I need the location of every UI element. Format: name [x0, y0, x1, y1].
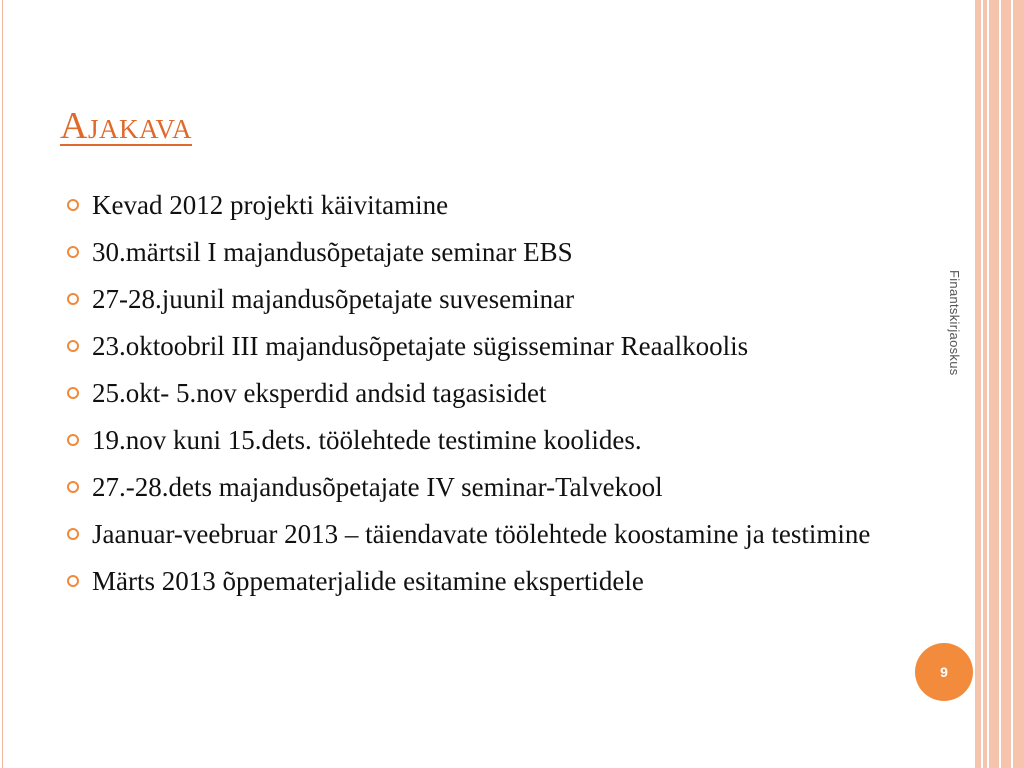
- bullet-circle-icon: [67, 528, 79, 540]
- bullet-circle-icon: [67, 293, 79, 305]
- list-item: [64, 562, 904, 600]
- list-item: [64, 421, 904, 459]
- list-item: [64, 327, 904, 365]
- list-item-text: 30.märtsil I majandusõpetajate seminar EBS: [92, 237, 573, 267]
- stripe: [975, 0, 981, 768]
- bullet-circle-icon: [67, 434, 79, 446]
- list-item-text: 25.okt- 5.nov eksperdid andsid tagasisidet: [92, 378, 547, 408]
- stripe: [1013, 0, 1024, 768]
- slide-title: Ajakava: [60, 105, 192, 147]
- bullet-circle-icon: [67, 199, 79, 211]
- page-number: 9: [940, 664, 948, 680]
- list-item: [64, 186, 904, 224]
- schedule-list: [64, 186, 904, 609]
- bullet-circle-icon: [67, 481, 79, 493]
- list-item-text: Jaanuar-veebruar 2013 – täiendavate töölehtede koostamine ja testimine: [92, 519, 871, 549]
- slide-frame-line: [2, 0, 3, 768]
- list-item: [64, 468, 904, 506]
- list-item: [64, 374, 904, 412]
- vertical-footer-label: Finantskirjaoskus: [947, 270, 962, 376]
- list-item: [64, 515, 904, 553]
- list-item: [64, 280, 904, 318]
- decorative-stripes: [975, 0, 1024, 768]
- list-item: [64, 233, 904, 271]
- page-number-badge: [915, 643, 973, 701]
- bullet-circle-icon: [67, 387, 79, 399]
- stripe: [989, 0, 999, 768]
- list-item-text: Märts 2013 õppematerjalide esitamine ekspertidele: [92, 566, 644, 596]
- stripe: [1001, 0, 1011, 768]
- list-item-text: 27.-28.dets majandusõpetajate IV seminar-Talvekool: [92, 472, 663, 502]
- list-item-text: Kevad 2012 projekti käivitamine: [92, 190, 449, 220]
- bullet-circle-icon: [67, 340, 79, 352]
- list-item-text: 27-28.juunil majandusõpetajate suveseminar: [92, 284, 575, 314]
- stripe: [983, 0, 987, 768]
- bullet-circle-icon: [67, 246, 79, 258]
- bullet-circle-icon: [67, 575, 79, 587]
- list-item-text: 23.oktoobril III majandusõpetajate sügisseminar Reaalkoolis: [92, 331, 749, 361]
- list-item-text: 19.nov kuni 15.dets. töölehtede testimine koolides.: [92, 425, 642, 455]
